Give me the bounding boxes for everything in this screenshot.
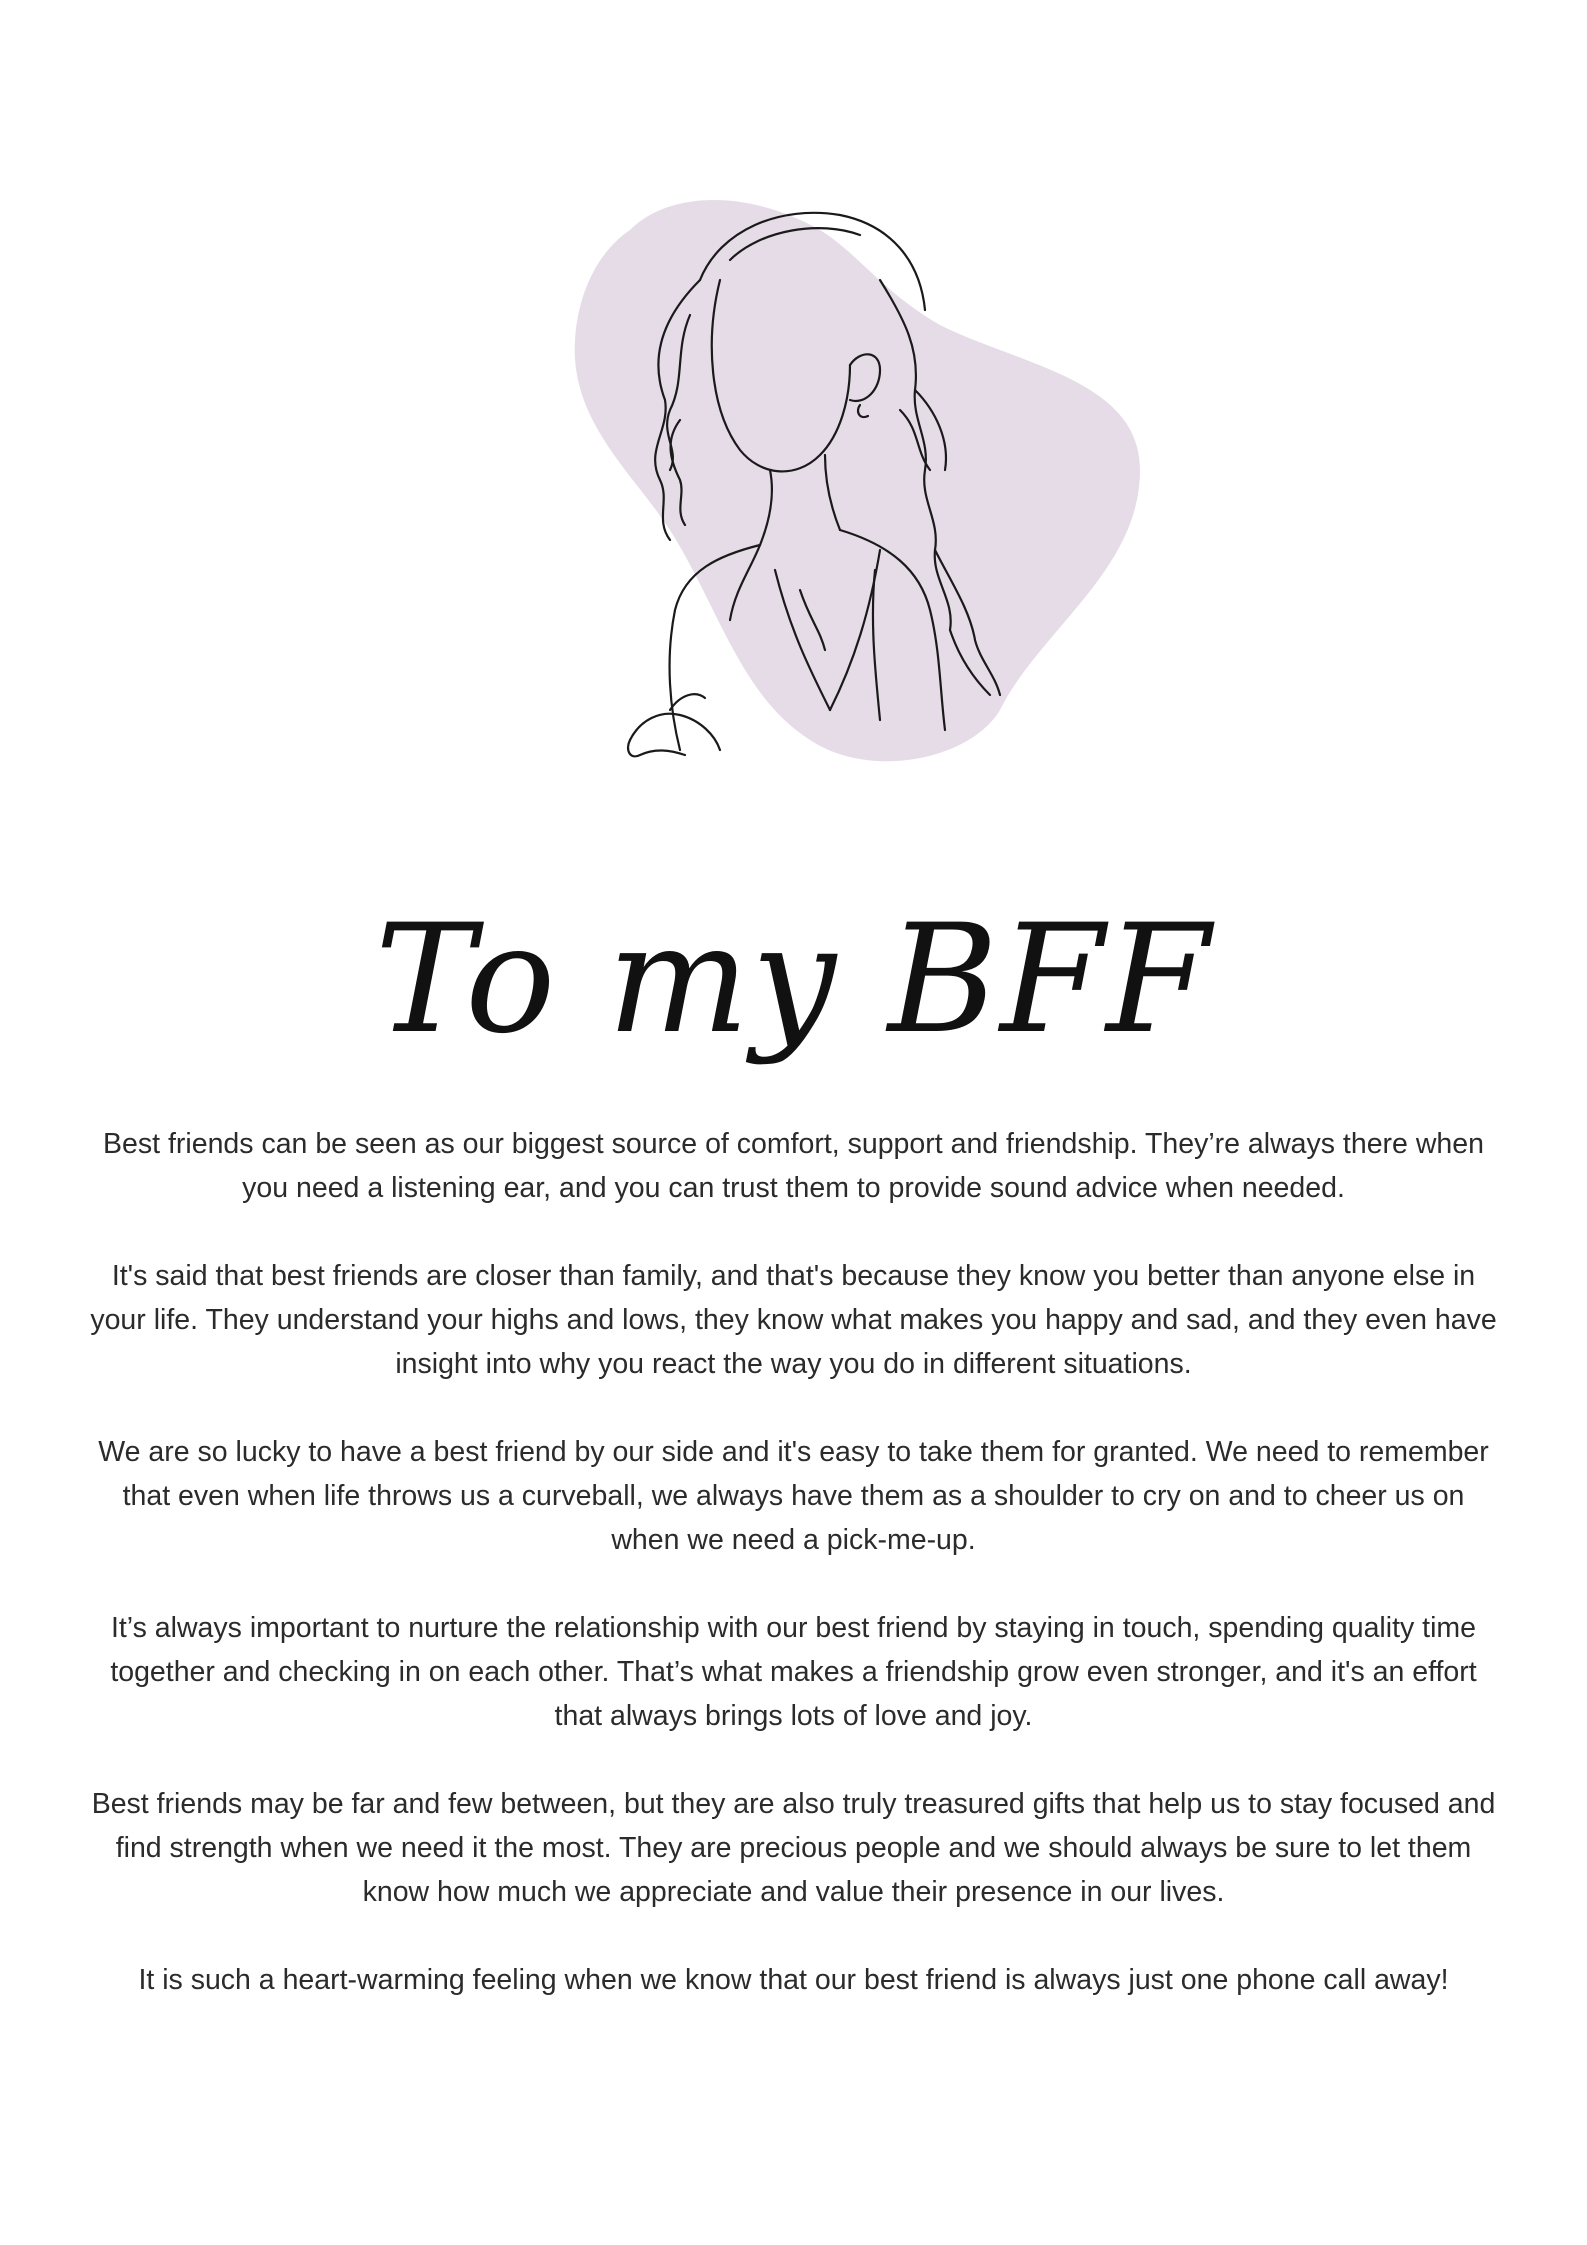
- paragraph: We are so lucky to have a best friend by our side and it's easy to take them for granted. We need to remember that even when life throws us a curveball, we always have them as a shoulder to cry on and to cheer us on when we need a pick-me-up.: [98, 1436, 1489, 1556]
- letter-body: [90, 1122, 1497, 2002]
- paragraph: Best friends can be seen as our biggest source of comfort, support and friendship. They’re always there when you need a listening ear, and you can trust them to provide sound advice when needed.: [103, 1128, 1484, 1204]
- paragraph: Best friends may be far and few between, but they are also truly treasured gifts that help us to stay focused and find strength when we need it the most. They are precious people and we should always be sure to let them know how much we appreciate and value their presence in our lives.: [91, 1788, 1496, 1908]
- illustration: [520, 150, 1140, 790]
- page-title: To my BFF: [374, 893, 1213, 1067]
- paragraph: It’s always important to nurture the relationship with our best friend by staying in touch, spending quality time together and checking in on each other. That’s what makes a friendship grow even stronger, and it's an effort that always brings lots of love and joy.: [110, 1612, 1477, 1732]
- woman-line-art-icon: [520, 150, 1140, 790]
- paragraph: It is such a heart-warming feeling when we know that our best friend is always just one phone call away!: [138, 1964, 1449, 1996]
- paragraph: It's said that best friends are closer than family, and that's because they know you better than anyone else in your life. They understand your highs and lows, they know what makes you happy and sad, and they even have insight into why you react the way you do in different situations.: [90, 1260, 1497, 1380]
